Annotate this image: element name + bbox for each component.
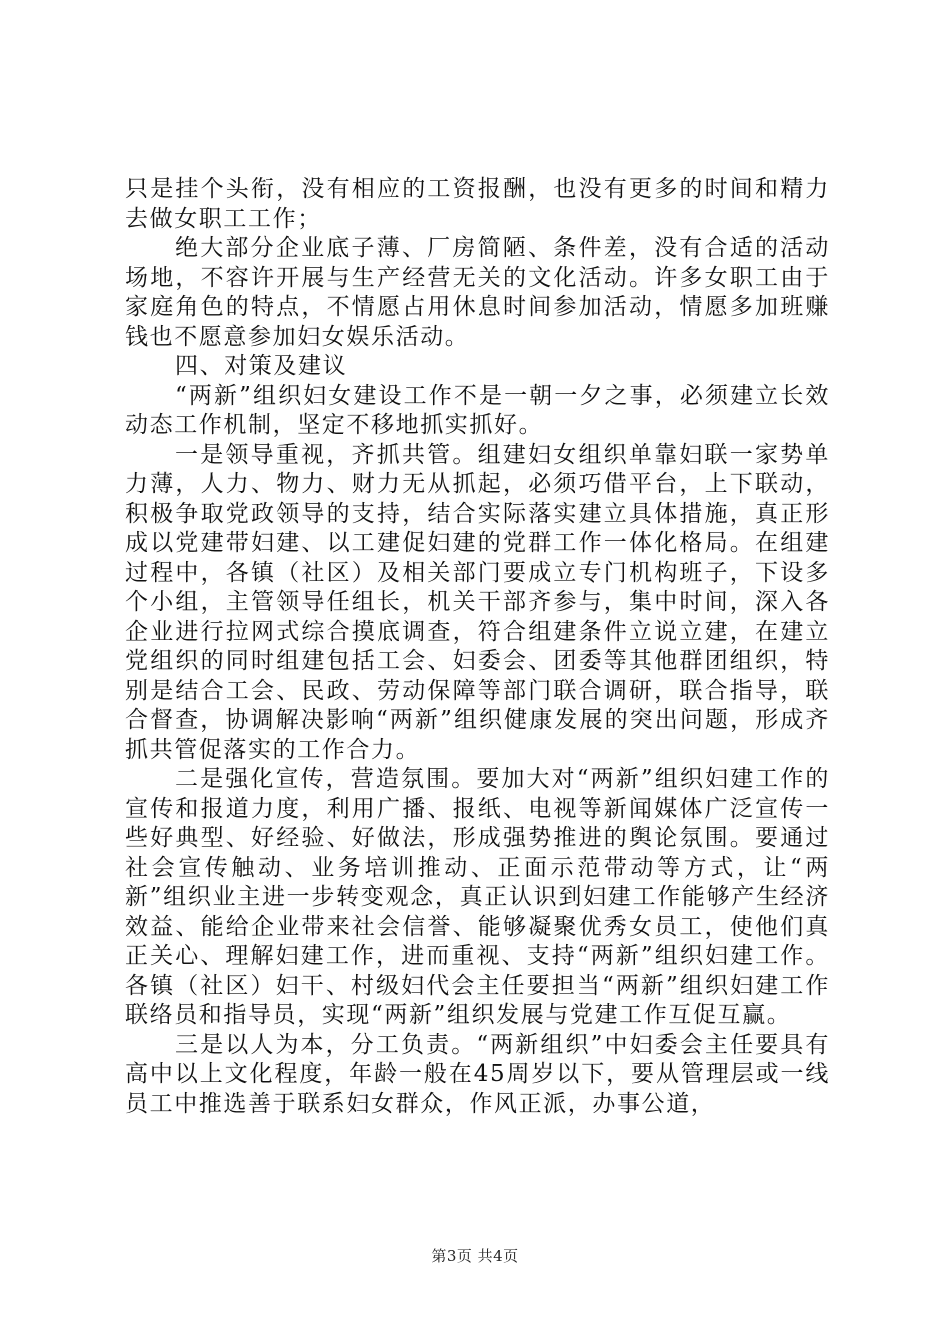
- document-body: [125, 175, 830, 1119]
- section-heading: 四、对策及建议: [175, 353, 348, 379]
- paragraph-continuation: 只是挂个头衔，没有相应的工资报酬，也没有更多的时间和精力去做女职工工作；: [125, 176, 830, 232]
- paragraph-measure-three: 三是以人为本，分工负责。“两新组织”中妇委会主任要具有高中以上文化程度，年龄一般在45周岁以下，要从管理层或一线员工中推选善于联系妇女群众，作风正派，办事公道，: [125, 1031, 830, 1117]
- paragraph-measure-one: 一是领导重视，齐抓共管。组建妇女组织单靠妇联一家势单力薄，人力、物力、财力无从抓起，必须巧借平台，上下联动，积极争取党政领导的支持，结合实际落实建立具体措施，真正形成以党建带妇建、以工建促妇建的党群工作一体化格局。在组建过程中，各镇（社区）及相关部门要成立专门机构班子，下设多个小组，主管领导任组长，机关干部齐参与，集中时间，深入各企业进行拉网式综合摸底调查，符合组建条件立说立建，在建立党组织的同时组建包括工会、妇委会、团委等其他群团组织，特别是结合工会、民政、劳动保障等部门联合调研，联合指导，联合督查，协调解决影响“两新”组织健康发展的突出问题，形成齐抓共管促落实的工作合力。: [125, 441, 830, 763]
- paragraph-measure-two: 二是强化宣传，营造氛围。要加大对“两新”组织妇建工作的宣传和报道力度，利用广播、报纸、电视等新闻媒体广泛宣传一些好典型、好经验、好做法，形成强势推进的舆论氛围。要通过社会宣传触动、业务培训推动、正面示范带动等方式，让“两新”组织业主进一步转变观念，真正认识到妇建工作能够产生经济效益、能给企业带来社会信誉、能够凝聚优秀女员工，使他们真正关心、理解妇建工作，进而重视、支持“两新”组织妇建工作。各镇（社区）妇干、村级妇代会主任要担当“两新”组织妇建工作联络员和指导员，实现“两新”组织发展与党建工作互促互赢。: [125, 766, 830, 1028]
- paragraph-conditions: 绝大部分企业底子薄、厂房简陋、条件差，没有合适的活动场地，不容许开展与生产经营无关的文化活动。许多女职工由于家庭角色的特点，不情愿占用休息时间参加活动，情愿多加班赚钱也不愿意参加妇女娱乐活动。: [125, 235, 830, 350]
- page-number-footer: 第3页 共4页: [431, 1247, 519, 1265]
- paragraph-intro: “两新”组织妇女建设工作不是一朝一夕之事，必须建立长效动态工作机制，坚定不移地抓实抓好。: [125, 382, 830, 438]
